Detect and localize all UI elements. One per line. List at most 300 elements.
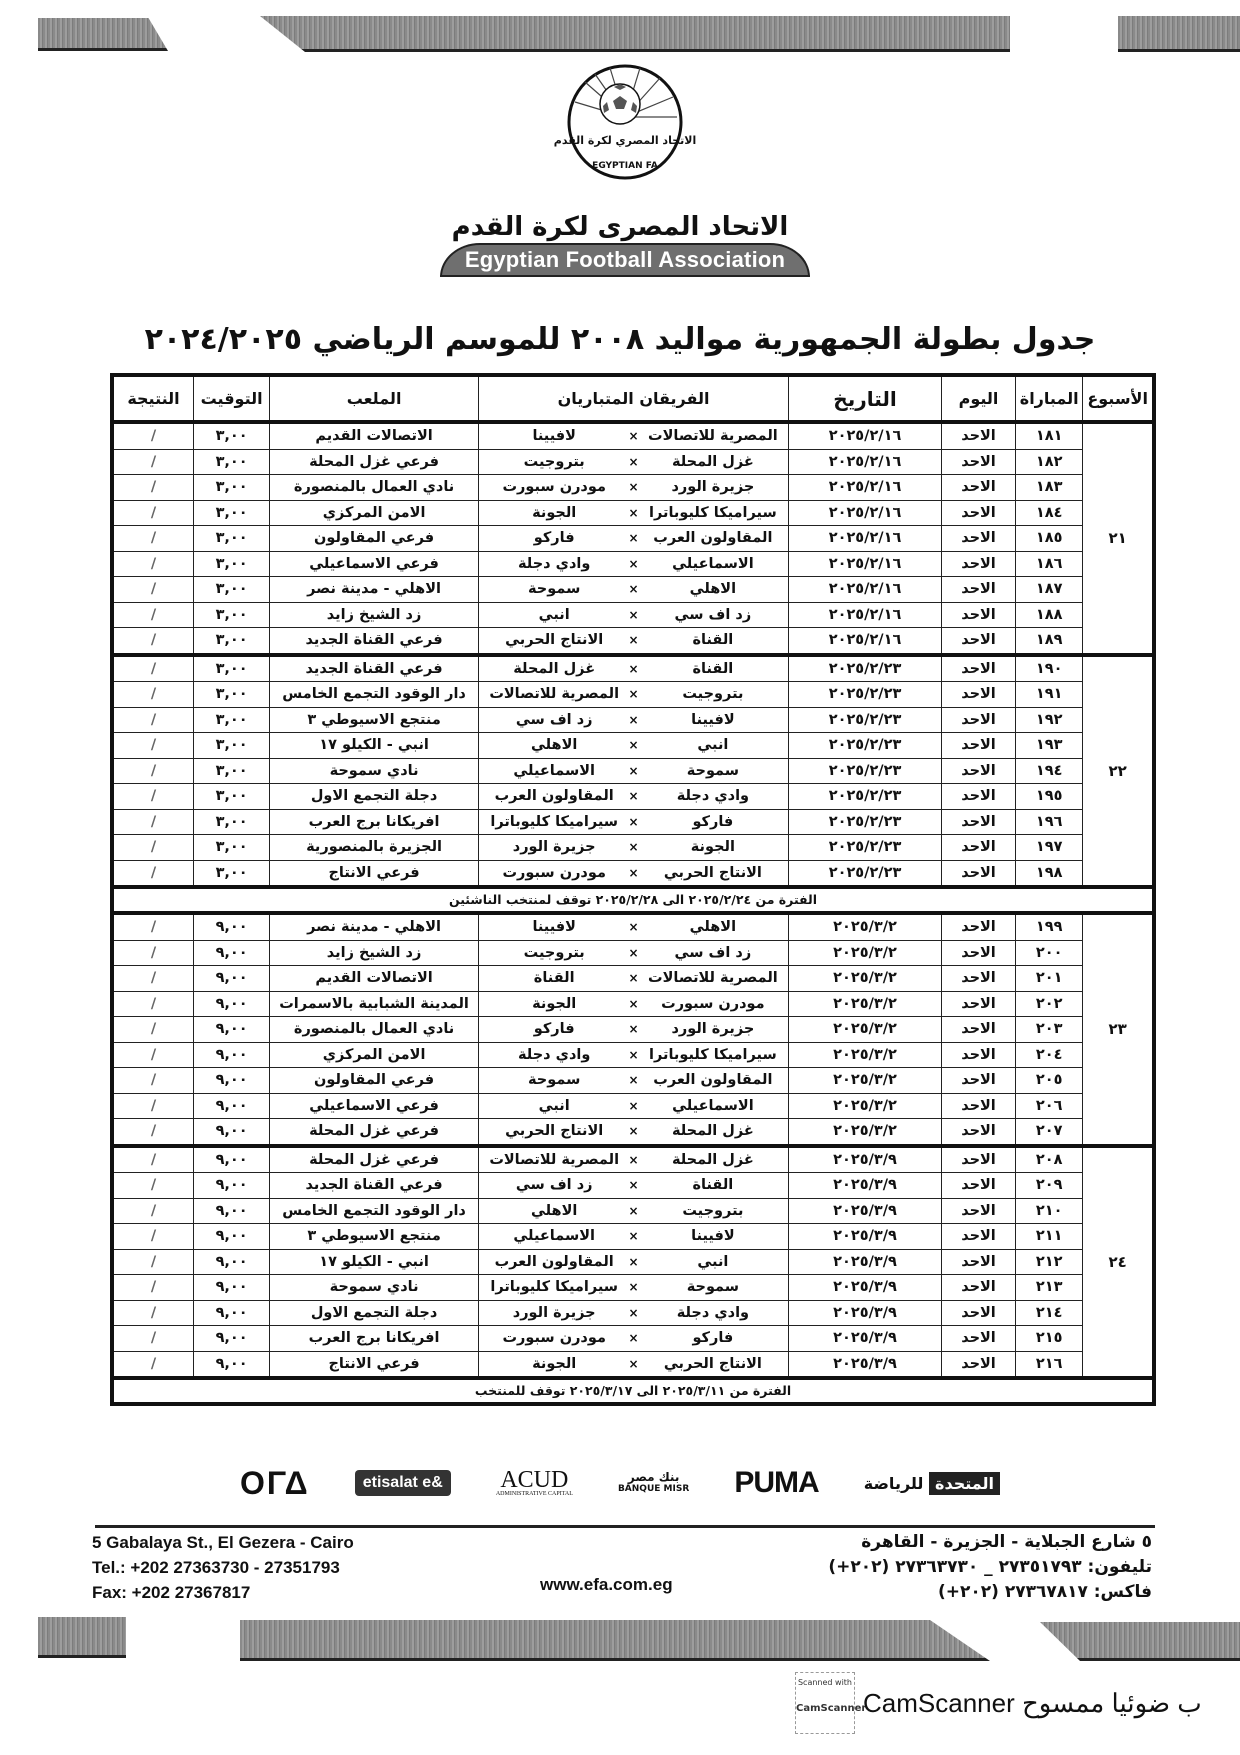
match-date: ٢٠٢٥/٢/٢٣: [789, 835, 942, 861]
home-team: القناة: [692, 632, 734, 649]
away-team: سيراميكا كليوباترا: [490, 813, 619, 830]
match-date: ٢٠٢٥/٢/٢٣: [789, 784, 942, 810]
match-number: ٢٠٩: [1016, 1173, 1083, 1199]
match-teams: [478, 1198, 788, 1224]
match-number: ٢٠٥: [1016, 1068, 1083, 1094]
match-day: الاحد: [941, 1068, 1015, 1094]
match-number: ١٩٢: [1016, 707, 1083, 733]
break-note: الفترة من ٢٠٢٥/٢/٢٤ الى ٢٠٢٥/٢/٢٨ توقف لمنتخب الناشئين: [112, 887, 1154, 913]
match-number: ٢١٢: [1016, 1249, 1083, 1275]
match-stadium: فرعي القناة الجديد: [270, 655, 479, 682]
footer-contact-english: [92, 1530, 354, 1605]
footer-decor-bar-left: [38, 1617, 126, 1658]
table-row: [112, 1146, 1154, 1173]
match-teams: [478, 682, 788, 708]
home-team: الاسماعيلي: [672, 555, 754, 572]
camscanner-text: CamScanner ب ضوئيا ممسوح: [863, 1687, 1202, 1718]
table-row: [112, 475, 1154, 501]
match-result: /: [112, 1249, 193, 1275]
table-row: [112, 733, 1154, 759]
match-number: ٢٠٢: [1016, 991, 1083, 1017]
match-number: ١٩٩: [1016, 913, 1083, 940]
teams-pair: [479, 1120, 788, 1142]
match-day: الاحد: [941, 707, 1015, 733]
away-team: المصرية للاتصالات: [489, 686, 620, 703]
away-team: زد اف سي: [515, 1177, 593, 1194]
match-stadium: نادي العمال بالمنصورة: [270, 475, 479, 501]
match-number: ٢١٥: [1016, 1326, 1083, 1352]
match-result: /: [112, 1017, 193, 1043]
footer-address-en: 5 Gabalaya St., El Gezera - Cairo: [92, 1533, 354, 1552]
table-row: [112, 577, 1154, 603]
versus-icon: ×: [628, 814, 639, 829]
match-stadium: فرعي غزل المحلة: [270, 1146, 479, 1173]
sponsor-banque-misr-ar: بنك مصر: [627, 1470, 680, 1484]
match-teams: [478, 1351, 788, 1378]
teams-pair: [479, 811, 788, 833]
match-day: الاحد: [941, 577, 1015, 603]
match-number: ٢١٠: [1016, 1198, 1083, 1224]
match-time: ٩,٠٠: [193, 1300, 269, 1326]
match-teams: [478, 966, 788, 992]
versus-icon: ×: [628, 1305, 639, 1320]
teams-pair: [479, 1251, 788, 1273]
match-time: ٩,٠٠: [193, 1351, 269, 1378]
match-stadium: الاتصالات القديم: [270, 966, 479, 992]
sponsor-ora-logo: OΓΔ: [240, 1464, 310, 1501]
table-row: [112, 500, 1154, 526]
break-note: الفترة من ٢٠٢٥/٣/١١ الى ٢٠٢٥/٣/١٧ توقف للمنتخب: [112, 1378, 1154, 1404]
sponsor-banque-misr-en: BANQUE MISR: [617, 1484, 690, 1494]
teams-pair: [479, 425, 788, 447]
match-day: الاحد: [941, 602, 1015, 628]
match-date: ٢٠٢٥/٢/٢٣: [789, 758, 942, 784]
match-result: /: [112, 1068, 193, 1094]
match-time: ٣,٠٠: [193, 707, 269, 733]
table-row: [112, 784, 1154, 810]
sponsor-united-sport-suffix: للرياضة: [863, 1473, 924, 1493]
column-header-date: التاريخ: [789, 375, 942, 422]
away-team: غزل المحلة: [513, 660, 596, 677]
match-teams: [478, 449, 788, 475]
match-date: ٢٠٢٥/٢/١٦: [789, 577, 942, 603]
match-date: ٢٠٢٥/٣/٢: [789, 1119, 942, 1146]
match-number: ١٨١: [1016, 422, 1083, 449]
match-result: /: [112, 966, 193, 992]
home-team: المصرية للاتصالات: [648, 970, 778, 987]
org-name-arabic: الاتحاد المصرى لكرة القدم: [451, 212, 789, 242]
match-time: ٩,٠٠: [193, 1224, 269, 1250]
match-stadium: انبي - الكيلو ١٧: [270, 733, 479, 759]
away-team: الانتاج الحربي: [505, 1123, 604, 1140]
match-date: ٢٠٢٥/٣/٩: [789, 1198, 942, 1224]
home-team: جزيرة الورد: [671, 479, 755, 496]
versus-icon: ×: [628, 687, 639, 702]
match-time: ٣,٠٠: [193, 682, 269, 708]
match-date: ٢٠٢٥/٣/٢: [789, 1042, 942, 1068]
match-teams: [478, 1300, 788, 1326]
away-team: مودرن سبورت: [502, 1330, 606, 1347]
teams-pair: [479, 1200, 788, 1222]
org-name-english: Egyptian Football Association: [464, 247, 786, 272]
table-row: [112, 966, 1154, 992]
table-row: [112, 809, 1154, 835]
teams-pair: [479, 1044, 788, 1066]
away-team: انبي: [538, 606, 570, 623]
home-team: لافيينا: [691, 711, 735, 728]
table-row: [112, 1173, 1154, 1199]
match-date: ٢٠٢٥/٣/٢: [789, 991, 942, 1017]
table-row: [112, 682, 1154, 708]
match-time: ٩,٠٠: [193, 1198, 269, 1224]
match-day: الاحد: [941, 1275, 1015, 1301]
match-day: الاحد: [941, 1119, 1015, 1146]
match-day: الاحد: [941, 628, 1015, 655]
versus-icon: ×: [628, 945, 639, 960]
away-team: الاهلي: [530, 1202, 578, 1219]
match-result: /: [112, 551, 193, 577]
away-team: القناة: [533, 970, 575, 987]
match-stadium: الاهلي - مدينة نصر: [270, 577, 479, 603]
match-result: /: [112, 682, 193, 708]
home-team: مودرن سبورت: [661, 995, 765, 1012]
match-result: /: [112, 940, 193, 966]
match-date: ٢٠٢٥/٢/٢٣: [789, 707, 942, 733]
table-row: [112, 449, 1154, 475]
match-number: ١٩٤: [1016, 758, 1083, 784]
match-stadium: نادي سموحة: [270, 1275, 479, 1301]
home-team: انبي: [697, 1253, 729, 1270]
away-team: فاركو: [533, 1021, 575, 1038]
sponsor-acud-subtitle: ADMINISTRATIVE CAPITAL: [495, 1490, 573, 1497]
match-teams: [478, 758, 788, 784]
match-result: /: [112, 628, 193, 655]
match-result: /: [112, 707, 193, 733]
teams-pair: [479, 604, 788, 626]
home-team: الانتاج الحربي: [663, 1355, 762, 1372]
match-teams: [478, 1224, 788, 1250]
column-header-stadium: الملعب: [270, 375, 479, 422]
match-date: ٢٠٢٥/٣/٩: [789, 1351, 942, 1378]
sponsor-united-sport-name: المتحدة: [929, 1472, 1000, 1495]
home-team: الجونة: [690, 839, 735, 856]
match-date: ٢٠٢٥/٣/٩: [789, 1146, 942, 1173]
match-teams: [478, 1042, 788, 1068]
match-time: ٣,٠٠: [193, 628, 269, 655]
match-date: ٢٠٢٥/٢/٢٣: [789, 682, 942, 708]
match-time: ٩,٠٠: [193, 1249, 269, 1275]
match-time: ٩,٠٠: [193, 1042, 269, 1068]
match-stadium: زد الشيخ زايد: [270, 940, 479, 966]
away-team: المقاولون العرب: [494, 1253, 614, 1270]
versus-icon: ×: [628, 763, 639, 778]
table-row: [112, 602, 1154, 628]
away-team: لافيينا: [532, 919, 576, 936]
match-teams: [478, 733, 788, 759]
match-result: /: [112, 733, 193, 759]
table-row: [112, 1093, 1154, 1119]
match-time: ٩,٠٠: [193, 1173, 269, 1199]
match-day: الاحد: [941, 449, 1015, 475]
footer-tel-en: Tel.: +202 27363730 - 27351793: [92, 1558, 340, 1577]
match-result: /: [112, 913, 193, 940]
match-number: ١٩٠: [1016, 655, 1083, 682]
column-header-result: النتيجة: [112, 375, 193, 422]
footer-contact-arabic: [828, 1530, 1152, 1605]
match-date: ٢٠٢٥/٣/٢: [789, 966, 942, 992]
match-stadium: فرعي المقاولون: [270, 1068, 479, 1094]
match-number: ٢١٣: [1016, 1275, 1083, 1301]
match-day: الاحد: [941, 940, 1015, 966]
match-teams: [478, 551, 788, 577]
table-row: [112, 1017, 1154, 1043]
match-teams: [478, 628, 788, 655]
efa-logo-icon: [553, 62, 697, 182]
teams-pair: [479, 553, 788, 575]
table-row: [112, 913, 1154, 940]
match-teams: [478, 1068, 788, 1094]
match-stadium: فرعي غزل المحلة: [270, 1119, 479, 1146]
match-teams: [478, 1275, 788, 1301]
table-row: [112, 1300, 1154, 1326]
table-row: [112, 991, 1154, 1017]
match-date: ٢٠٢٥/٣/٢: [789, 1068, 942, 1094]
match-result: /: [112, 1173, 193, 1199]
header-decor-bar-right: [1118, 16, 1240, 52]
match-stadium: فرعي الاسماعيلي: [270, 1093, 479, 1119]
break-note-row: [112, 887, 1154, 913]
match-result: /: [112, 1146, 193, 1173]
match-date: ٢٠٢٥/٢/١٦: [789, 551, 942, 577]
match-date: ٢٠٢٥/٢/٢٣: [789, 655, 942, 682]
match-stadium: فرعي المقاولون: [270, 526, 479, 552]
match-teams: [478, 1326, 788, 1352]
match-day: الاحد: [941, 784, 1015, 810]
away-team: جزيرة الورد: [512, 839, 596, 856]
match-number: ٢٠٤: [1016, 1042, 1083, 1068]
versus-icon: ×: [628, 920, 639, 935]
match-teams: [478, 835, 788, 861]
away-team: بتروجيت: [523, 453, 585, 470]
footer-tel-ar: تليفون: ٢٧٣٥١٧٩٣ _ ٢٧٣٦٣٧٣٠ (٢٠٢+): [828, 1557, 1152, 1577]
home-team: جزيرة الورد: [671, 1021, 755, 1038]
home-team: سيراميكا كليوباترا: [649, 504, 777, 521]
match-date: ٢٠٢٥/٣/٢: [789, 940, 942, 966]
match-stadium: الاتصالات القديم: [270, 422, 479, 449]
match-stadium: فرعي الاسماعيلي: [270, 551, 479, 577]
match-number: ١٨٨: [1016, 602, 1083, 628]
match-result: /: [112, 526, 193, 552]
teams-pair: [479, 1302, 788, 1324]
teams-pair: [479, 836, 788, 858]
match-result: /: [112, 1198, 193, 1224]
footer-website-link[interactable]: www.efa.com.eg: [540, 1575, 673, 1594]
table-row: [112, 1068, 1154, 1094]
away-team: سموحة: [528, 581, 581, 598]
teams-pair: [479, 578, 788, 600]
match-teams: [478, 1249, 788, 1275]
match-stadium: نادي سموحة: [270, 758, 479, 784]
match-time: ٣,٠٠: [193, 449, 269, 475]
match-teams: [478, 809, 788, 835]
match-time: ٩,٠٠: [193, 1119, 269, 1146]
match-number: ٢٠٨: [1016, 1146, 1083, 1173]
match-day: الاحد: [941, 1146, 1015, 1173]
footer-fax-ar: فاكس: ٢٧٣٦٧٨١٧ (٢٠٢+): [937, 1582, 1152, 1602]
match-stadium: دار الوقود التجمع الخامس: [270, 1198, 479, 1224]
match-date: ٢٠٢٥/٣/٢: [789, 913, 942, 940]
versus-icon: ×: [628, 789, 639, 804]
match-day: الاحد: [941, 809, 1015, 835]
away-team: زد اف سي: [515, 711, 593, 728]
away-team: بتروجيت: [523, 944, 585, 961]
match-date: ٢٠٢٥/٢/٢٣: [789, 809, 942, 835]
match-time: ٣,٠٠: [193, 422, 269, 449]
table-row: [112, 655, 1154, 682]
match-date: ٢٠٢٥/٣/٩: [789, 1249, 942, 1275]
home-team: غزل المحلة: [671, 1123, 754, 1140]
away-team: انبي: [538, 1097, 570, 1114]
match-result: /: [112, 500, 193, 526]
match-time: ٣,٠٠: [193, 500, 269, 526]
match-stadium: الاهلي - مدينة نصر: [270, 913, 479, 940]
match-teams: [478, 602, 788, 628]
week-number: ٢١: [1083, 422, 1154, 655]
header-decor-bar-left: [38, 18, 168, 51]
match-day: الاحد: [941, 422, 1015, 449]
match-day: الاحد: [941, 991, 1015, 1017]
match-result: /: [112, 1042, 193, 1068]
match-date: ٢٠٢٥/٢/١٦: [789, 422, 942, 449]
home-team: لافيينا: [691, 1228, 735, 1245]
match-teams: [478, 1146, 788, 1173]
match-day: الاحد: [941, 860, 1015, 887]
teams-pair: [479, 862, 788, 884]
match-stadium: افريكانا برج العرب: [270, 809, 479, 835]
match-date: ٢٠٢٥/٣/٢: [789, 1017, 942, 1043]
match-time: ٣,٠٠: [193, 602, 269, 628]
versus-icon: ×: [628, 1098, 639, 1113]
footer-address-ar: ٥ شارع الجبلاية - الجزيرة - القاهرة: [861, 1532, 1152, 1552]
away-team: الاسماعيلي: [513, 762, 595, 779]
match-stadium: نادي العمال بالمنصورة: [270, 1017, 479, 1043]
away-team: الجونة: [532, 1355, 577, 1372]
teams-pair: [479, 1069, 788, 1091]
match-day: الاحد: [941, 475, 1015, 501]
week-number: ٢٤: [1083, 1146, 1154, 1379]
teams-pair: [479, 1225, 788, 1247]
match-number: ١٩٨: [1016, 860, 1083, 887]
teams-pair: [479, 1353, 788, 1375]
teams-pair: [479, 1149, 788, 1171]
table-row: [112, 1198, 1154, 1224]
teams-pair: [479, 785, 788, 807]
table-row: [112, 1224, 1154, 1250]
home-team: زد اف سي: [674, 944, 752, 961]
match-time: ٣,٠٠: [193, 860, 269, 887]
match-day: الاحد: [941, 1300, 1015, 1326]
match-teams: [478, 860, 788, 887]
match-stadium: فرعي الانتاج: [270, 1351, 479, 1378]
match-stadium: فرعي القناة الجديد: [270, 1173, 479, 1199]
match-date: ٢٠٢٥/٣/٢: [789, 1093, 942, 1119]
table-row: [112, 758, 1154, 784]
sponsor-acud-name: ACUD: [500, 1466, 569, 1493]
camscanner-badge-brand: CamScanner: [796, 1703, 867, 1714]
table-row: [112, 940, 1154, 966]
home-team: وادي دجلة: [676, 788, 750, 805]
match-day: الاحد: [941, 551, 1015, 577]
match-time: ٩,٠٠: [193, 1017, 269, 1043]
match-day: الاحد: [941, 1173, 1015, 1199]
versus-icon: ×: [628, 1229, 639, 1244]
versus-icon: ×: [628, 1124, 639, 1139]
column-header-day: اليوم: [941, 375, 1015, 422]
versus-icon: ×: [628, 712, 639, 727]
match-number: ١٨٤: [1016, 500, 1083, 526]
match-stadium: الامن المركزي: [270, 500, 479, 526]
match-time: ٩,٠٠: [193, 1093, 269, 1119]
column-header-match: المباراة: [1016, 375, 1083, 422]
away-team: المقاولون العرب: [494, 788, 614, 805]
match-result: /: [112, 449, 193, 475]
match-date: ٢٠٢٥/٢/١٦: [789, 449, 942, 475]
match-number: ١٩٦: [1016, 809, 1083, 835]
match-teams: [478, 1119, 788, 1146]
match-time: ٣,٠٠: [193, 784, 269, 810]
match-teams: [478, 784, 788, 810]
match-result: /: [112, 1300, 193, 1326]
match-stadium: المدينة الشبابية بالاسمرات: [270, 991, 479, 1017]
match-result: /: [112, 784, 193, 810]
versus-icon: ×: [628, 505, 639, 520]
versus-icon: ×: [628, 1073, 639, 1088]
away-team: الاسماعيلي: [513, 1228, 595, 1245]
week-number: ٢٣: [1083, 913, 1154, 1146]
teams-pair: [479, 942, 788, 964]
match-time: ٩,٠٠: [193, 991, 269, 1017]
match-number: ٢٠١: [1016, 966, 1083, 992]
match-number: ١٩٥: [1016, 784, 1083, 810]
table-row: [112, 1351, 1154, 1378]
match-date: ٢٠٢٥/٣/٩: [789, 1326, 942, 1352]
teams-pair: [479, 1327, 788, 1349]
column-header-time: التوقيت: [193, 375, 269, 422]
match-result: /: [112, 1326, 193, 1352]
home-team: زد اف سي: [674, 606, 752, 623]
match-teams: [478, 1173, 788, 1199]
versus-icon: ×: [628, 1254, 639, 1269]
away-team: وادي دجلة: [518, 555, 591, 572]
versus-icon: ×: [628, 661, 639, 676]
table-row: [112, 860, 1154, 887]
home-team: سيراميكا كليوباترا: [649, 1046, 777, 1063]
match-teams: [478, 655, 788, 682]
match-stadium: فرعي القناة الجديد: [270, 628, 479, 655]
table-row: [112, 835, 1154, 861]
match-number: ١٨٣: [1016, 475, 1083, 501]
home-team: المقاولون العرب: [653, 530, 773, 547]
match-day: الاحد: [941, 1093, 1015, 1119]
sponsor-united-sport-logo: [864, 1474, 1000, 1493]
match-result: /: [112, 475, 193, 501]
versus-icon: ×: [628, 738, 639, 753]
match-date: ٢٠٢٥/٣/٩: [789, 1300, 942, 1326]
table-row: [112, 526, 1154, 552]
org-name-english-banner: [440, 243, 810, 277]
versus-icon: ×: [628, 429, 639, 444]
table-row: [112, 551, 1154, 577]
